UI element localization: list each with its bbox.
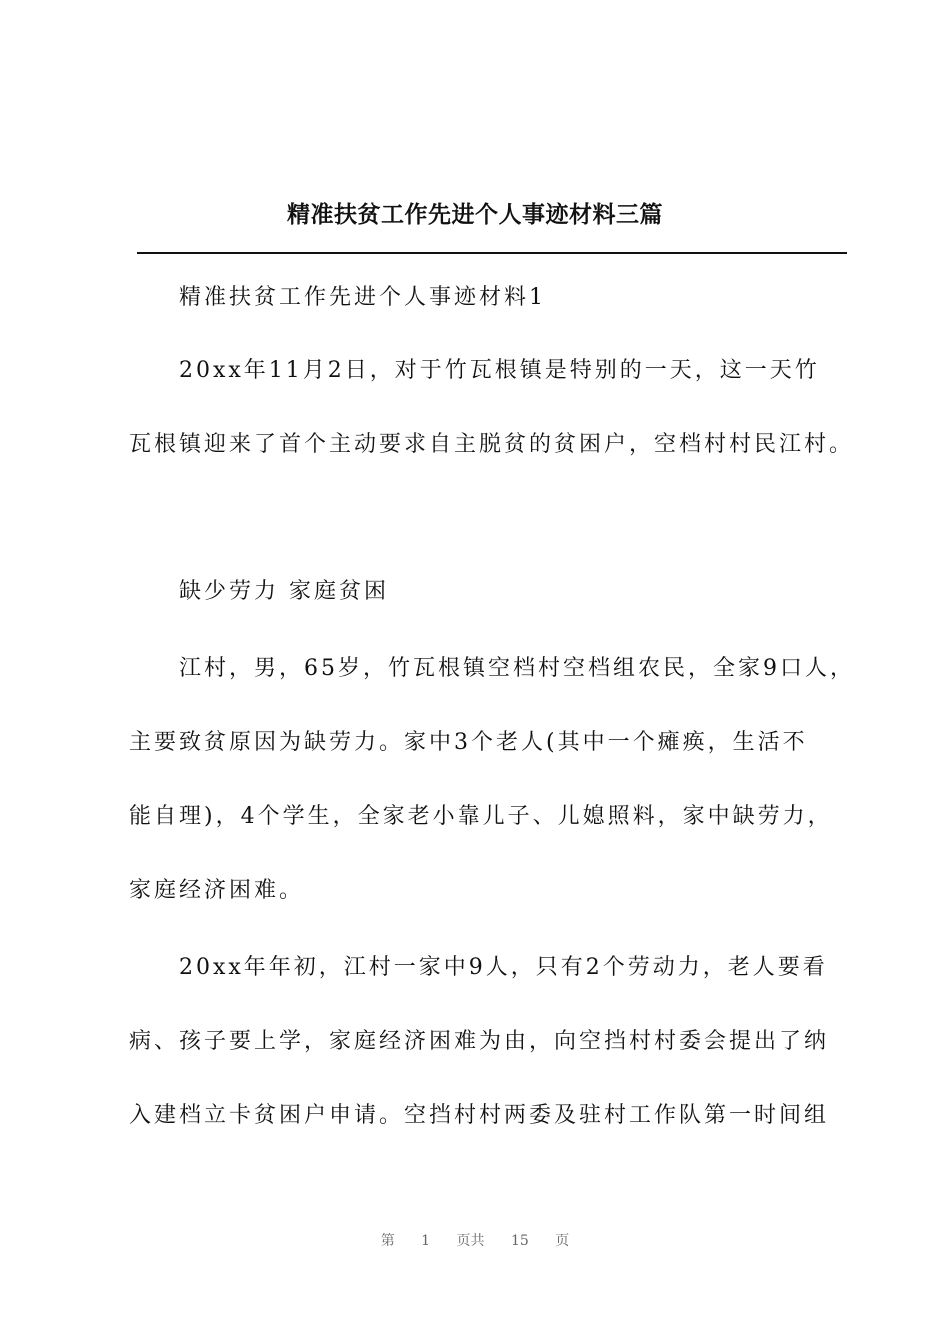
footer-label-mid: 页共 <box>456 1233 485 1249</box>
page-footer <box>0 1230 950 1250</box>
paragraph-line: 家庭经济困难。 <box>129 878 305 903</box>
section-heading: 精准扶贫工作先进个人事迹材料1 <box>179 285 546 310</box>
paragraph-line: 病、孩子要上学，家庭经济困难为由，向空挡村村委会提出了纳 <box>129 1029 830 1054</box>
paragraph-line: 20xx年年初，江村一家中9人，只有2个劳动力，老人要看 <box>179 955 828 980</box>
subheading: 缺少劳力 家庭贫困 <box>179 579 389 604</box>
paragraph-line: 江村，男，65岁，竹瓦根镇空档村空档组农民，全家9口人， <box>179 656 855 681</box>
footer-total-pages: 15 <box>511 1233 529 1249</box>
title-divider <box>137 252 847 254</box>
paragraph-line: 入建档立卡贫困户申请。空挡村村两委及驻村工作队第一时间组 <box>129 1103 830 1128</box>
paragraph-line: 瓦根镇迎来了首个主动要求自主脱贫的贫困户，空档村村民江村。 <box>129 432 855 457</box>
footer-label-pre: 第 <box>380 1233 395 1249</box>
paragraph-line: 20xx年11月2日，对于竹瓦根镇是特别的一天，这一天竹 <box>179 358 820 383</box>
footer-label-post: 页 <box>555 1233 570 1249</box>
paragraph-line: 主要致贫原因为缺劳力。家中3个老人(其中一个瘫痪，生活不 <box>129 730 808 755</box>
footer-current-page: 1 <box>421 1233 431 1249</box>
document-title: 精准扶贫工作先进个人事迹材料三篇 <box>287 202 663 228</box>
paragraph-line: 能自理)，4个学生，全家老小靠儿子、儿媳照料，家中缺劳力， <box>129 804 833 829</box>
